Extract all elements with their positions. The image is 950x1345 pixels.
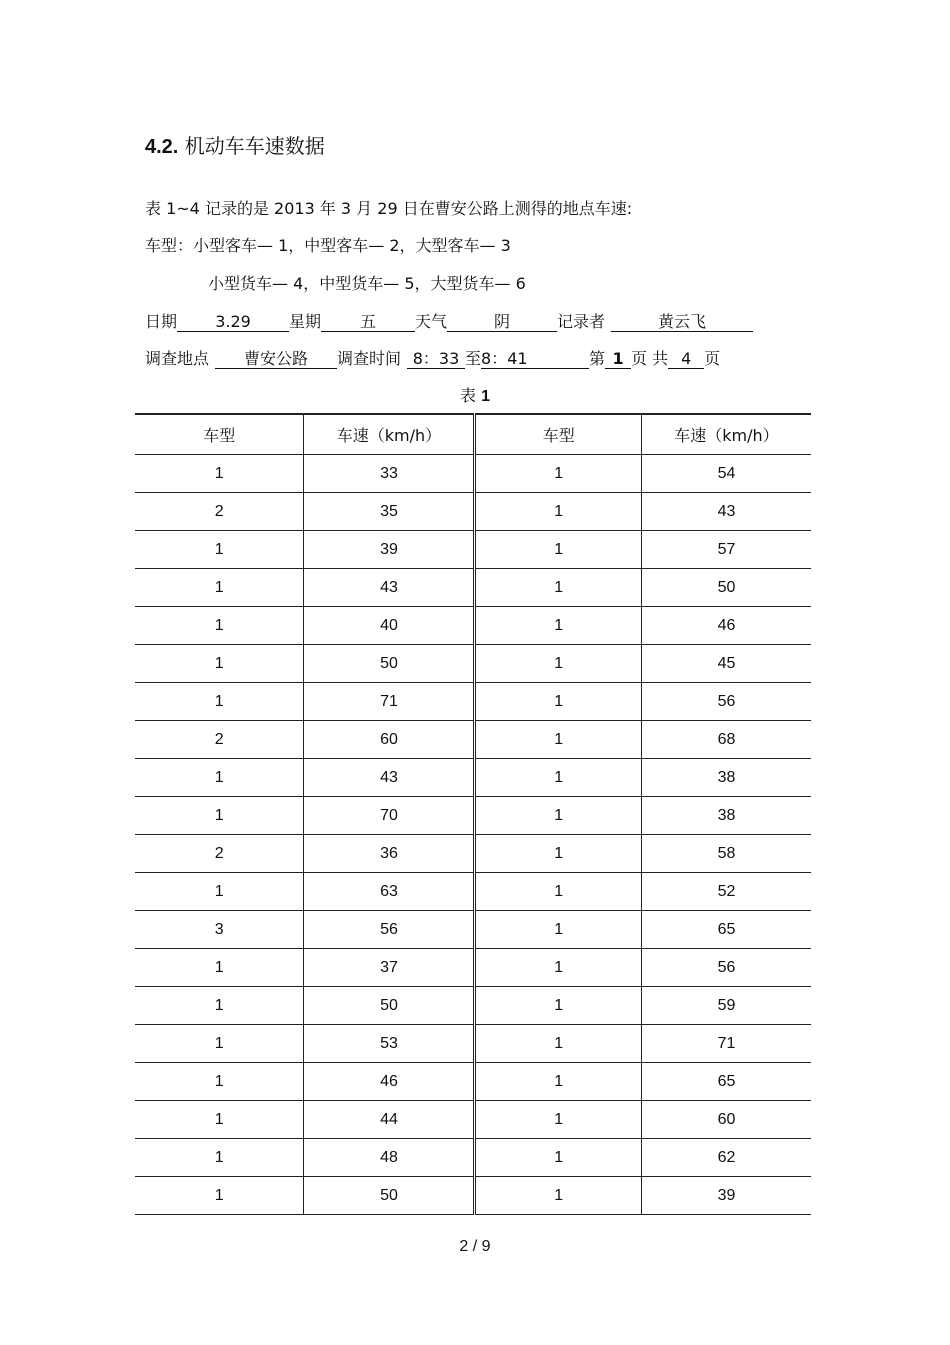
weekday-label: 星期	[289, 312, 322, 331]
table-row	[135, 1139, 811, 1177]
vehicle-types-line-2: 小型货车— 4，中型货车— 5，大型货车— 6	[208, 274, 526, 293]
cell-speed: 43	[641, 493, 811, 531]
cell-speed: 57	[641, 531, 811, 569]
page-value: 1	[605, 350, 631, 369]
cell-speed: 59	[641, 987, 811, 1025]
time-end: 8：41	[481, 350, 589, 369]
weekday-value: 五	[321, 313, 415, 332]
cell-vehicle-type: 1	[475, 455, 641, 493]
cell-speed: 60	[641, 1101, 811, 1139]
page-suffix: 页 共	[631, 349, 669, 368]
cell-vehicle-type: 1	[475, 835, 641, 873]
cell-speed: 50	[304, 645, 475, 683]
cell-vehicle-type: 1	[475, 759, 641, 797]
time-label: 调查时间	[337, 349, 402, 368]
table-row	[135, 1025, 811, 1063]
survey-info-line-2	[145, 346, 720, 369]
location-value: 曹安公路	[215, 350, 337, 369]
cell-vehicle-type: 1	[475, 721, 641, 759]
cell-speed: 48	[304, 1139, 475, 1177]
cell-speed: 52	[641, 873, 811, 911]
table-row	[135, 1063, 811, 1101]
cell-vehicle-type: 1	[475, 607, 641, 645]
cell-vehicle-type: 1	[135, 873, 304, 911]
cell-vehicle-type: 1	[475, 1101, 641, 1139]
table-caption-prefix: 表	[459, 386, 476, 405]
total-value: 4	[668, 350, 704, 369]
cell-vehicle-type: 1	[475, 1063, 641, 1101]
recorder-value: 黄云飞	[611, 313, 753, 332]
cell-vehicle-type: 1	[475, 1139, 641, 1177]
cell-vehicle-type: 1	[135, 1139, 304, 1177]
table-caption-number: 1	[481, 388, 490, 405]
date-value: 3.29	[177, 313, 289, 332]
section-number: 4.2.	[145, 136, 179, 158]
table-row	[135, 759, 811, 797]
cell-speed: 39	[304, 531, 475, 569]
cell-vehicle-type: 1	[135, 949, 304, 987]
table-row	[135, 455, 811, 493]
cell-vehicle-type: 1	[135, 797, 304, 835]
table-row	[135, 493, 811, 531]
cell-vehicle-type: 1	[475, 797, 641, 835]
cell-speed: 56	[641, 949, 811, 987]
cell-speed: 70	[304, 797, 475, 835]
table-row	[135, 1177, 811, 1215]
table-header-row	[135, 414, 811, 455]
cell-speed: 65	[641, 1063, 811, 1101]
table-row	[135, 797, 811, 835]
cell-vehicle-type: 2	[135, 835, 304, 873]
page-number: 2 / 9	[459, 1238, 491, 1255]
cell-speed: 56	[304, 911, 475, 949]
cell-speed: 46	[641, 607, 811, 645]
time-to: 至	[465, 349, 482, 368]
table-row	[135, 835, 811, 873]
cell-vehicle-type: 1	[135, 1177, 304, 1215]
cell-speed: 50	[304, 987, 475, 1025]
cell-speed: 38	[641, 759, 811, 797]
cell-vehicle-type: 1	[135, 683, 304, 721]
cell-speed: 60	[304, 721, 475, 759]
cell-vehicle-type: 1	[475, 949, 641, 987]
cell-vehicle-type: 1	[135, 645, 304, 683]
cell-speed: 54	[641, 455, 811, 493]
cell-speed: 39	[641, 1177, 811, 1215]
cell-vehicle-type: 1	[475, 873, 641, 911]
cell-speed: 38	[641, 797, 811, 835]
weather-label: 天气	[415, 312, 448, 331]
header-speed: 车速（km/h）	[304, 414, 475, 455]
survey-info-line-1	[145, 309, 753, 332]
cell-vehicle-type: 1	[475, 1025, 641, 1063]
weather-value: 阴	[447, 313, 557, 332]
cell-speed: 63	[304, 873, 475, 911]
cell-vehicle-type: 3	[135, 911, 304, 949]
header-vehicle-type: 车型	[475, 414, 641, 455]
cell-speed: 50	[641, 569, 811, 607]
speed-data-table	[135, 413, 811, 1215]
cell-speed: 43	[304, 759, 475, 797]
cell-speed: 45	[641, 645, 811, 683]
cell-vehicle-type: 1	[135, 607, 304, 645]
page-prefix: 第	[589, 349, 606, 368]
header-speed: 车速（km/h）	[641, 414, 811, 455]
recorder-label: 记录者	[557, 312, 606, 331]
cell-speed: 53	[304, 1025, 475, 1063]
cell-speed: 37	[304, 949, 475, 987]
cell-vehicle-type: 1	[475, 911, 641, 949]
cell-vehicle-type: 1	[135, 1101, 304, 1139]
cell-speed: 36	[304, 835, 475, 873]
cell-speed: 44	[304, 1101, 475, 1139]
cell-speed: 43	[304, 569, 475, 607]
cell-speed: 50	[304, 1177, 475, 1215]
cell-vehicle-type: 1	[475, 569, 641, 607]
intro-text: 表 1~4 记录的是 2013 年 3 月 29 日在曹安公路上测得的地点车速:	[145, 199, 633, 218]
cell-vehicle-type: 1	[135, 759, 304, 797]
table-row	[135, 607, 811, 645]
cell-vehicle-type: 1	[135, 569, 304, 607]
cell-vehicle-type: 1	[475, 645, 641, 683]
cell-vehicle-type: 1	[135, 1063, 304, 1101]
section-heading	[145, 130, 325, 159]
date-label: 日期	[145, 312, 178, 331]
cell-speed: 65	[641, 911, 811, 949]
vehicle-types-line-1: 车型：小型客车— 1，中型客车— 2，大型客车— 3	[145, 236, 511, 255]
header-vehicle-type: 车型	[135, 414, 304, 455]
cell-vehicle-type: 1	[475, 987, 641, 1025]
table-row	[135, 531, 811, 569]
table-body	[135, 455, 811, 1215]
cell-speed: 33	[304, 455, 475, 493]
cell-speed: 71	[641, 1025, 811, 1063]
location-label: 调查地点	[145, 349, 210, 368]
cell-vehicle-type: 1	[135, 455, 304, 493]
cell-speed: 62	[641, 1139, 811, 1177]
total-suffix: 页	[704, 349, 721, 368]
cell-speed: 56	[641, 683, 811, 721]
cell-speed: 71	[304, 683, 475, 721]
table-row	[135, 987, 811, 1025]
cell-vehicle-type: 2	[135, 721, 304, 759]
table-row	[135, 873, 811, 911]
cell-speed: 35	[304, 493, 475, 531]
cell-vehicle-type: 1	[135, 987, 304, 1025]
table-row	[135, 1101, 811, 1139]
section-title: 机动车车速数据	[184, 134, 325, 158]
cell-speed: 46	[304, 1063, 475, 1101]
table-row	[135, 645, 811, 683]
table-row	[135, 949, 811, 987]
cell-speed: 58	[641, 835, 811, 873]
cell-vehicle-type: 1	[135, 1025, 304, 1063]
cell-vehicle-type: 2	[135, 493, 304, 531]
table-row	[135, 911, 811, 949]
cell-vehicle-type: 1	[475, 531, 641, 569]
cell-speed: 40	[304, 607, 475, 645]
table-caption	[0, 383, 950, 406]
cell-vehicle-type: 1	[475, 1177, 641, 1215]
cell-vehicle-type: 1	[475, 683, 641, 721]
cell-vehicle-type: 1	[135, 531, 304, 569]
table-row	[135, 569, 811, 607]
table-row	[135, 721, 811, 759]
cell-speed: 68	[641, 721, 811, 759]
time-start: 8：33	[407, 350, 465, 369]
cell-vehicle-type: 1	[475, 493, 641, 531]
table-row	[135, 683, 811, 721]
